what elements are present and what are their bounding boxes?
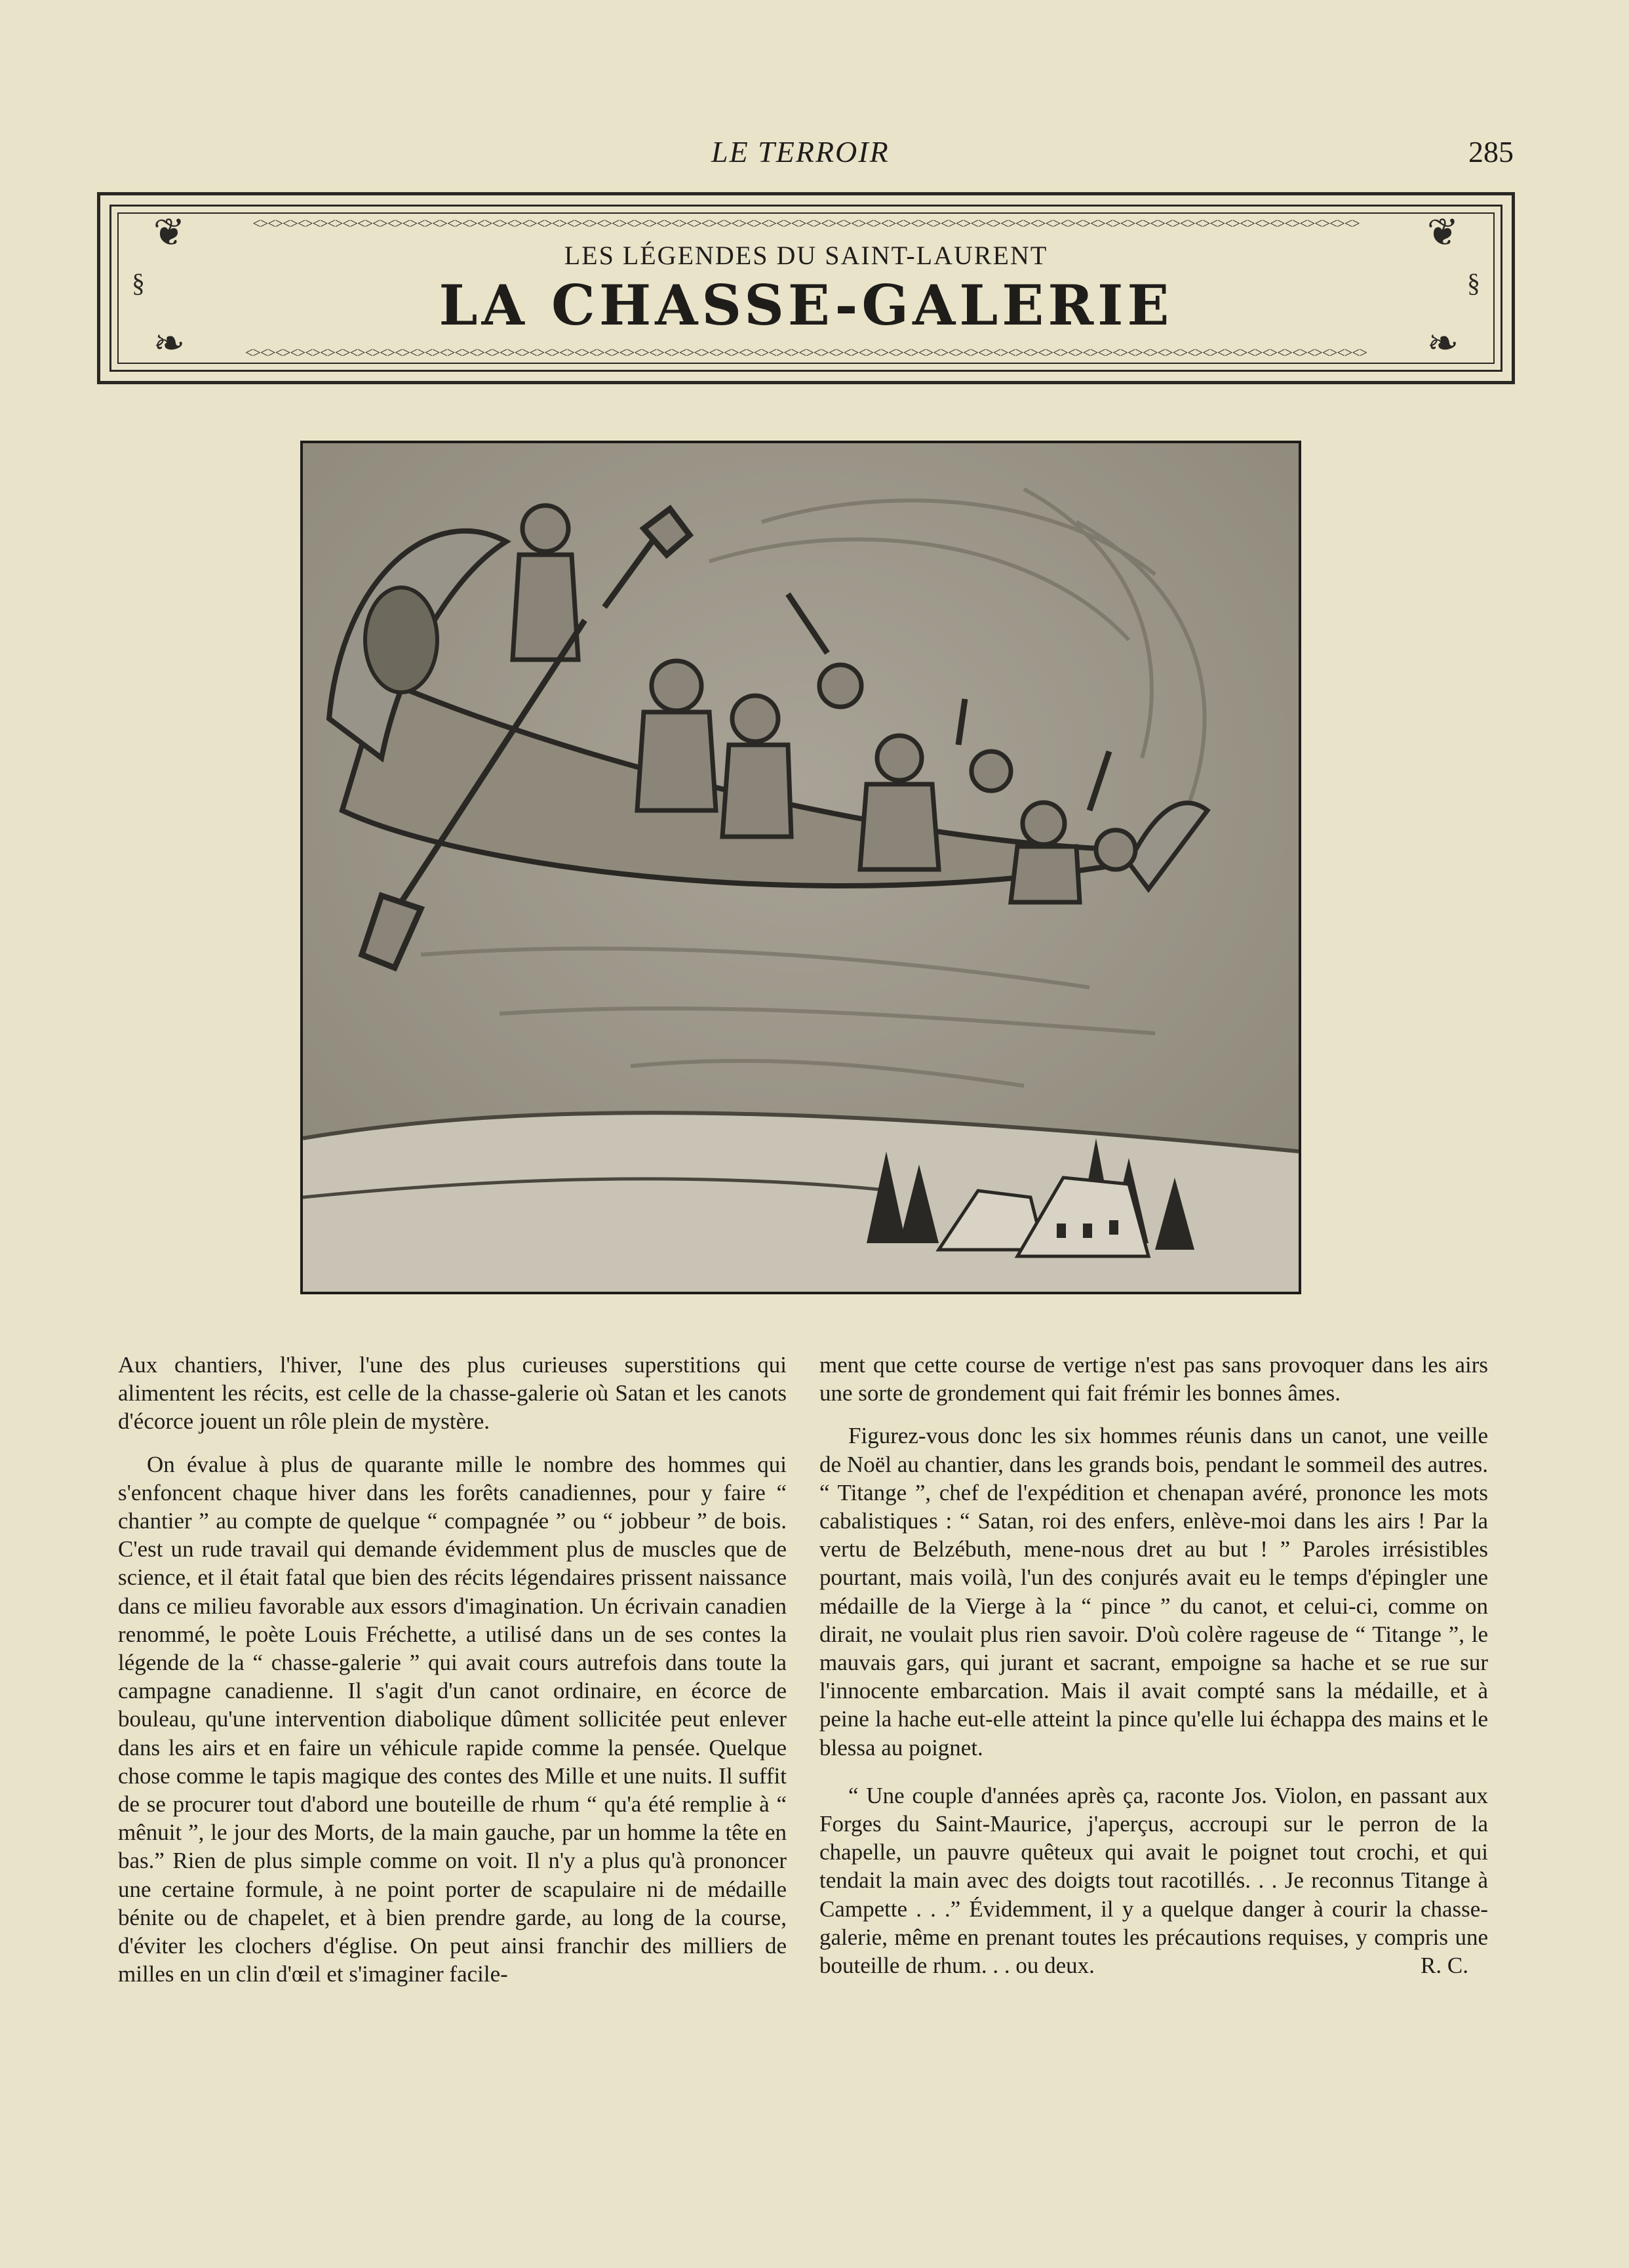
page-number: 285: [1468, 135, 1514, 169]
ornament-border-top: <><><><><><><><><><><><><><><><><><><><><><><><><><><><><><><><><><><><><><><><><><><><><><><><><><><><><><><><><><><><><><><><><><><><><><><><><><>: [252, 215, 1360, 231]
scroll-ornament-icon: ❦: [1426, 211, 1459, 254]
series-title: LES LÉGENDES DU SAINT-LAURENT: [564, 241, 1048, 270]
scroll-ornament-icon: ❧: [153, 322, 186, 365]
article-paragraph: Aux chantiers, l'hiver, l'une des plus curieuses superstitions qui alimentent les récits, est celle de la chasse-galerie où Satan et les canots d'écorce jouent un rôle plein de mystère.: [118, 1352, 787, 1435]
running-head-title: LE TERROIR: [711, 135, 890, 169]
title-banner: [97, 192, 1515, 384]
article-title: LA CHASSE-GALERIE: [439, 273, 1173, 338]
article-paragraph: Figurez-vous donc les six hommes réunis dans un canot, une veille de Noël au chantier, dans les grands bois, pendant le sommeil des autres. “ Titange ”, chef de l'expédition et chenapan avéré, prononce les mots cabalistiques : “ Satan, roi des enfers, enlève-moi dans les airs ! Par la vertu de Belzébuth, mene-nous dret au but ! ” Paroles irrésistibles pourtant, mais voilà, l'un des conjurés avait eu le temps d'épingler une médaille de la Vierge à la “ pince ” du canot, et celui-ci, comme on dirait, ne voulait plus rien savoir. D'où colère rageuse de “ Titange ”, le mauvais gars, qui jurant et sacrant, empoigne sa hache et se rue sur l'innocente embarcation. Mais il avait compté sans la médaille, et à peine la hache eut-elle atteint la pince qu'elle lui échappa des mains et le blessa au poignet.: [819, 1423, 1488, 1761]
article-column-left: [118, 1351, 787, 1988]
author-signature: R. C.: [1421, 1953, 1468, 1979]
flying-canoe-illustration: [300, 441, 1301, 1294]
article-paragraph: On évalue à plus de quarante mille le nombre des hommes qui s'enfoncent chaque hiver dans les forêts canadiennes, pour y faire “ chantier ” au compte de quelque “ compagnée ” ou “ jobbeur ” de bois. C'est un rude travail qui demande évidemment plus de muscles que de science, et il était fatal que bien des récits légendaires prissent naissance dans ce milieu favorable aux essors d'imagination. Un écrivain canadien renommé, le poète Louis Fréchette, a utilisé dans un de ses contes la légende de la “ chasse-galerie ” qui avait cours autrefois dans toute la campagne canadienne. Il s'agit d'un canot ordinaire, en écorce de bouleau, qu'une intervention diabolique dûment sollicitée peut enlever dans les airs et en faire un véhicule rapide comme la pensée. Quelque chose comme le tapis magique des contes des Mille et une nuits. Il suffit de se procurer tout d'abord une bouteille de rhum “ qu'a été remplie à “ mênuit ”, le jour des Morts, de la main gauche, par un homme la tête en bas.” Rien de plus simple comme on voit. Il n'y a plus qu'à prononcer une certaine formule, à ne point porter de scapulaire ni de médaille bénite ou de chapelet, et à bien prendre garde, au long de la course, d'éviter les clochers d'église. On peut ainsi franchir des milliers de milles en un clin d'œil et s'imaginer facile-: [118, 1451, 787, 1987]
article-paragraph-text: “ Une couple d'années après ça, raconte Jos. Violon, en passant aux Forges du Saint-Maurice, j'aperçus, accroupi sur le perron de la chapelle, un pauvre quêteux qui avait le poignet tout crochi, et qui tendait la main avec des doigts tout racotillés. . . Je reconnus Titange à Campette . . .” Évidemment, il y a quelque danger à courir la chasse-galerie, même en prenant toutes les précautions requises, y compris une bouteille de rhum. . . ou deux.: [819, 1782, 1488, 1979]
article-paragraph: ment que cette course de vertige n'est pas sans provoquer dans les airs une sorte de grondement qui fait frémir les bonnes âmes.: [819, 1352, 1488, 1406]
scroll-side-ornament-icon: §: [132, 268, 145, 298]
scroll-side-ornament-icon: §: [1467, 268, 1480, 298]
scroll-ornament-icon: ❧: [1426, 322, 1459, 365]
article-column-right: [819, 1351, 1488, 1980]
scroll-ornament-icon: ❦: [153, 211, 186, 254]
article-paragraph-last: [819, 1781, 1488, 1980]
ornament-border-bottom: <><><><><><><><><><><><><><><><><><><><><><><><><><><><><><><><><><><><><><><><><><><><><><><><><><><><><><><><><><><><><><><><><><><><><><><><><><><>: [245, 344, 1367, 361]
